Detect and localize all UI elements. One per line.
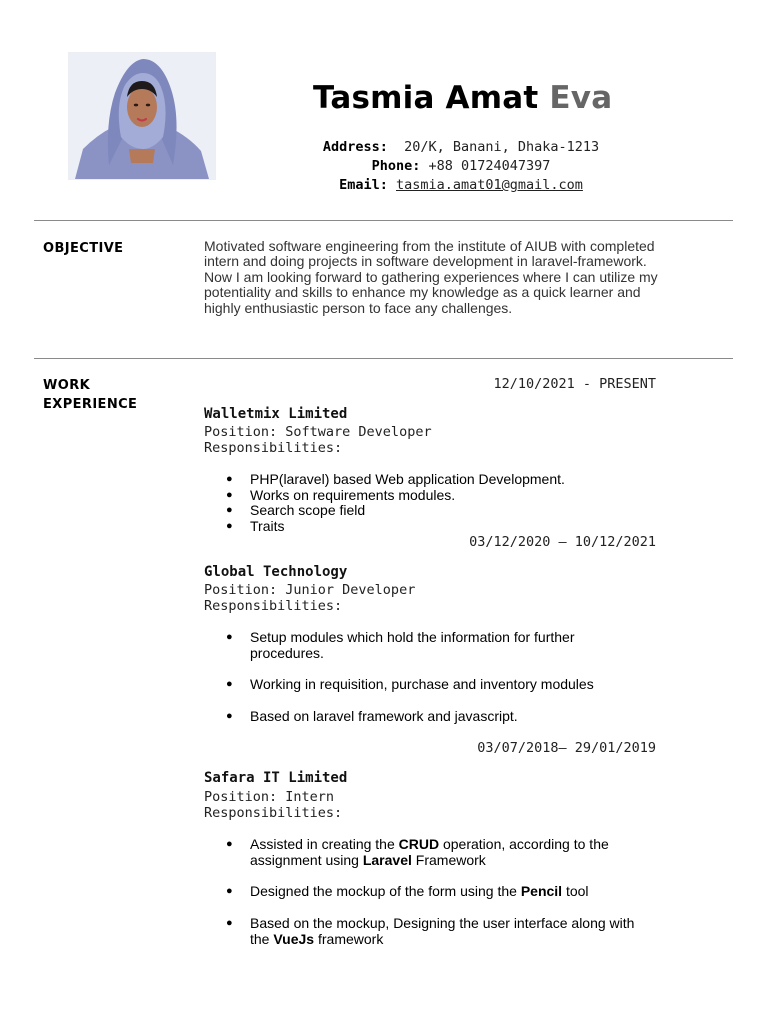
responsibilities-label: Responsibilities: bbox=[204, 440, 343, 456]
last-name: Eva bbox=[549, 80, 613, 116]
address-value: 20/K, Banani, Dhaka-1213 bbox=[404, 139, 600, 155]
work-heading-line2: EXPERIENCE bbox=[43, 397, 138, 412]
list-item: ● PHP(laravel) based Web application Development. bbox=[250, 472, 650, 488]
job-dates: 12/10/2021 - PRESENT bbox=[493, 376, 656, 392]
job-dates: 03/07/2018– 29/01/2019 bbox=[477, 740, 656, 756]
phone-label: Phone: bbox=[371, 158, 421, 174]
section-divider bbox=[34, 220, 733, 221]
list-item: ● Assisted in creating the CRUD operation, according to the assignment using Laravel Framework bbox=[250, 837, 650, 868]
address-label: Address: bbox=[322, 139, 388, 155]
responsibilities-list bbox=[250, 472, 650, 535]
first-name: Tasmia Amat bbox=[313, 80, 539, 116]
objective-text: Motivated software engineering from the institute of AIUB with completed intern and doing projects in software development in laravel-framework. Now I am looking forward to gathering experiences where I can utilize my potentiality and skills to enhance my knowledge as a quick learner and highly enthusiastic person to face any challenges. bbox=[204, 238, 658, 316]
section-divider bbox=[34, 358, 733, 359]
email-link[interactable]: tasmia.amat01@gmail.com bbox=[395, 177, 583, 193]
phone-line bbox=[250, 158, 672, 174]
full-name bbox=[313, 80, 612, 116]
list-item: ● Traits bbox=[250, 519, 650, 535]
company-name: Walletmix Limited bbox=[204, 406, 348, 422]
job-dates: 03/12/2020 – 10/12/2021 bbox=[469, 534, 656, 550]
objective-heading: OBJECTIVE bbox=[43, 241, 124, 256]
job-position: Position: Junior Developer bbox=[204, 582, 416, 598]
address-line bbox=[250, 139, 672, 155]
list-item: ● Designed the mockup of the form using the Pencil tool bbox=[250, 884, 650, 900]
responsibilities-list bbox=[250, 630, 650, 741]
company-name: Global Technology bbox=[204, 564, 348, 580]
work-heading-line1: WORK bbox=[43, 378, 91, 393]
list-item: ● Based on the mockup, Designing the user interface along with the VueJs framework bbox=[250, 916, 650, 947]
responsibilities-label: Responsibilities: bbox=[204, 805, 343, 821]
portrait-image bbox=[69, 53, 215, 179]
responsibilities-list bbox=[250, 837, 650, 964]
responsibilities-label: Responsibilities: bbox=[204, 598, 343, 614]
company-name: Safara IT Limited bbox=[204, 770, 348, 786]
job-position: Position: Software Developer bbox=[204, 424, 432, 440]
job-position: Position: Intern bbox=[204, 789, 335, 805]
email-label: Email: bbox=[339, 177, 388, 193]
email-line bbox=[250, 177, 672, 193]
phone-value: +88 01724047397 bbox=[428, 158, 551, 174]
work-experience-heading bbox=[43, 376, 137, 414]
list-item: ● Setup modules which hold the information for further procedures. bbox=[250, 630, 650, 661]
list-item: ● Search scope field bbox=[250, 503, 650, 519]
list-item: ● Working in requisition, purchase and inventory modules bbox=[250, 677, 650, 693]
profile-photo bbox=[68, 52, 216, 180]
list-item: ● Works on requirements modules. bbox=[250, 488, 650, 504]
list-item: ● Based on laravel framework and javascript. bbox=[250, 709, 650, 725]
